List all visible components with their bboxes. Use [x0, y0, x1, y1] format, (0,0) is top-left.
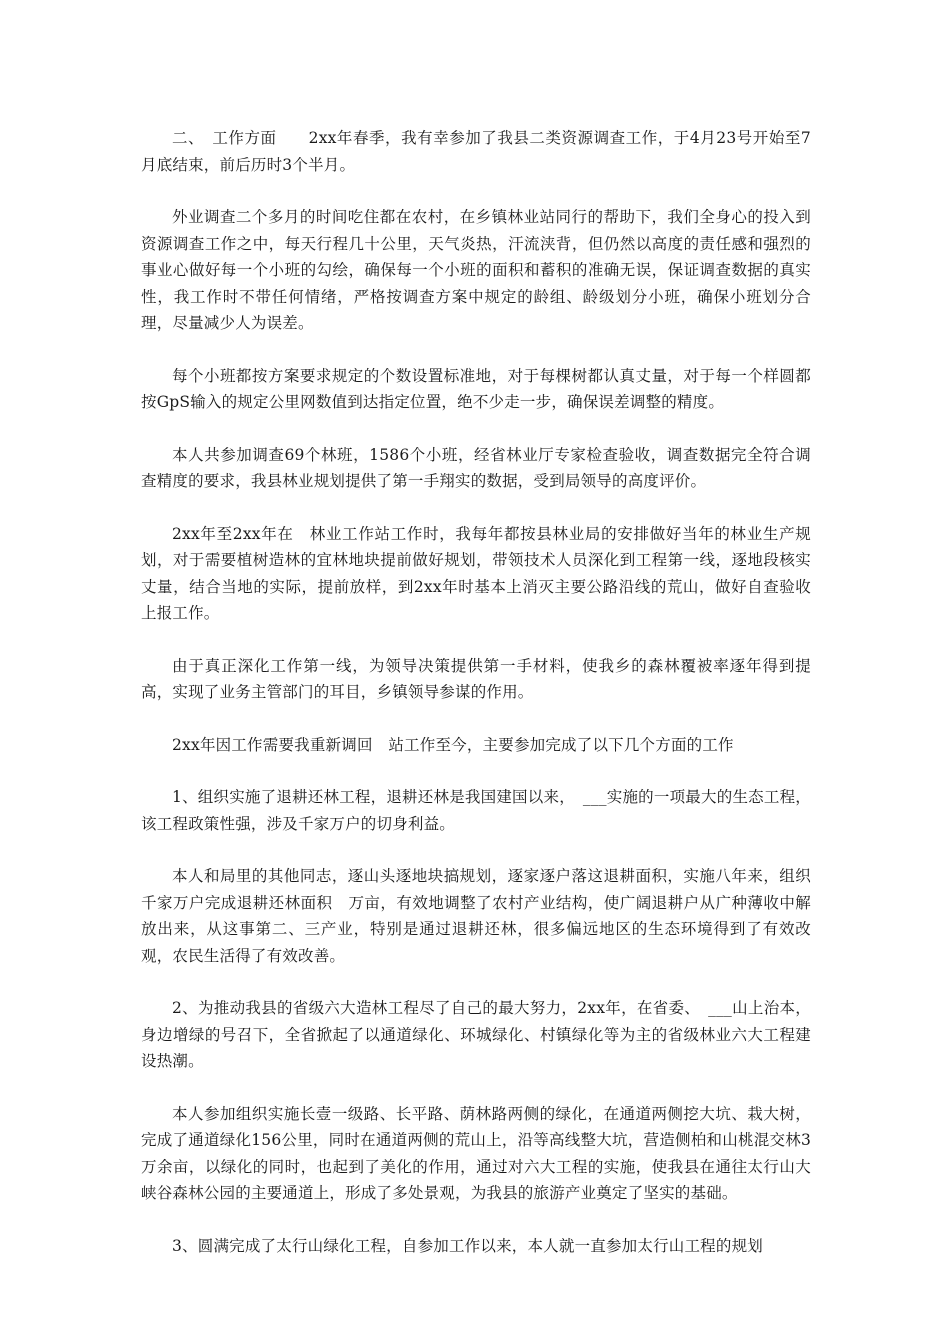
paragraph: 外业调查二个多月的时间吃住都在农村，在乡镇林业站同行的帮助下，我们全身心的投入到资源调查工作之中，每天行程几十公里，天气炎热，汗流浃背，但仍然以高度的责任感和强烈的事业心做好每一个小班的勾绘，确保每一个小班的面积和蓄积的准确无误，保证调查数据的真实性，我工作时不带任何情绪，严格按调查方案中规定的龄组、龄级划分小班，确保小班划分合理，尽量减少人为误差。: [141, 208, 811, 332]
paragraph: 二、 工作方面 2xx年春季，我有幸参加了我县二类资源调查工作，于4月23号开始至7月底结束，前后历时3个半月。: [141, 129, 811, 174]
paragraph: 由于真正深化工作第一线，为领导决策提供第一手材料，使我乡的森林覆被率逐年得到提高，实现了业务主管部门的耳目，乡镇领导参谋的作用。: [141, 656, 811, 701]
paragraph: 2、为推动我县的省级六大造林工程尽了自己的最大努力，2xx年，在省委、 ___山上治本，身边增绿的号召下，全省掀起了以通道绿化、环城绿化、村镇绿化等为主的省级林业六大工程建设热潮。: [141, 999, 811, 1070]
paragraph: 本人和局里的其他同志，逐山头逐地块搞规划，逐家逐户落这退耕面积，实施八年来，组织千家万户完成退耕还林面积 万亩，有效地调整了农村产业结构，使广阔退耕户从广种薄收中解放出来，从这事第二、三产业，特别是通过退耕还林，很多偏远地区的生态环境得到了有效改观，农民生活得了有效改善。: [141, 867, 811, 965]
paragraph: 2xx年因工作需要我重新调回 站工作至今，主要参加完成了以下几个方面的工作: [172, 735, 734, 754]
paragraph: 本人参加组织实施长壹一级路、长平路、荫林路两侧的绿化，在通道两侧挖大坑、栽大树，完成了通道绿化156公里，同时在通道两侧的荒山上，沿等高线整大坑，营造侧柏和山桃混交林3万余亩，以绿化的同时，也起到了美化的作用，通过对六大工程的实施，使我县在通往太行山大峡谷森林公园的主要通道上，形成了多处景观，为我县的旅游产业奠定了坚实的基础。: [141, 1104, 811, 1202]
document-body: [141, 125, 811, 1285]
paragraph: 本人共参加调查69个林班，1586个小班，经省林业厅专家检查验收，调查数据完全符合调查精度的要求，我县林业规划提供了第一手翔实的数据，受到局领导的高度评价。: [141, 445, 811, 490]
paragraph: 1、组织实施了退耕还林工程，退耕还林是我国建国以来， ___实施的一项最大的生态工程，该工程政策性强，涉及千家万户的切身利益。: [141, 788, 811, 833]
paragraph: 3、圆满完成了太行山绿化工程，自参加工作以来，本人就一直参加太行山工程的规划: [172, 1236, 763, 1255]
paragraph: 每个小班都按方案要求规定的个数设置标准地，对于每棵树都认真丈量，对于每一个样圆都按GpS输入的规定公里网数值到达指定位置，绝不少走一步，确保误差调整的精度。: [141, 366, 811, 411]
paragraph: 2xx年至2xx年在 林业工作站工作时，我每年都按县林业局的安排做好当年的林业生产规划，对于需要植树造林的宜林地块提前做好规划，带领技术人员深化到工程第一线，逐地段核实丈量，结合当地的实际，提前放样，到2xx年时基本上消灭主要公路沿线的荒山，做好自查验收上报工作。: [141, 524, 811, 622]
